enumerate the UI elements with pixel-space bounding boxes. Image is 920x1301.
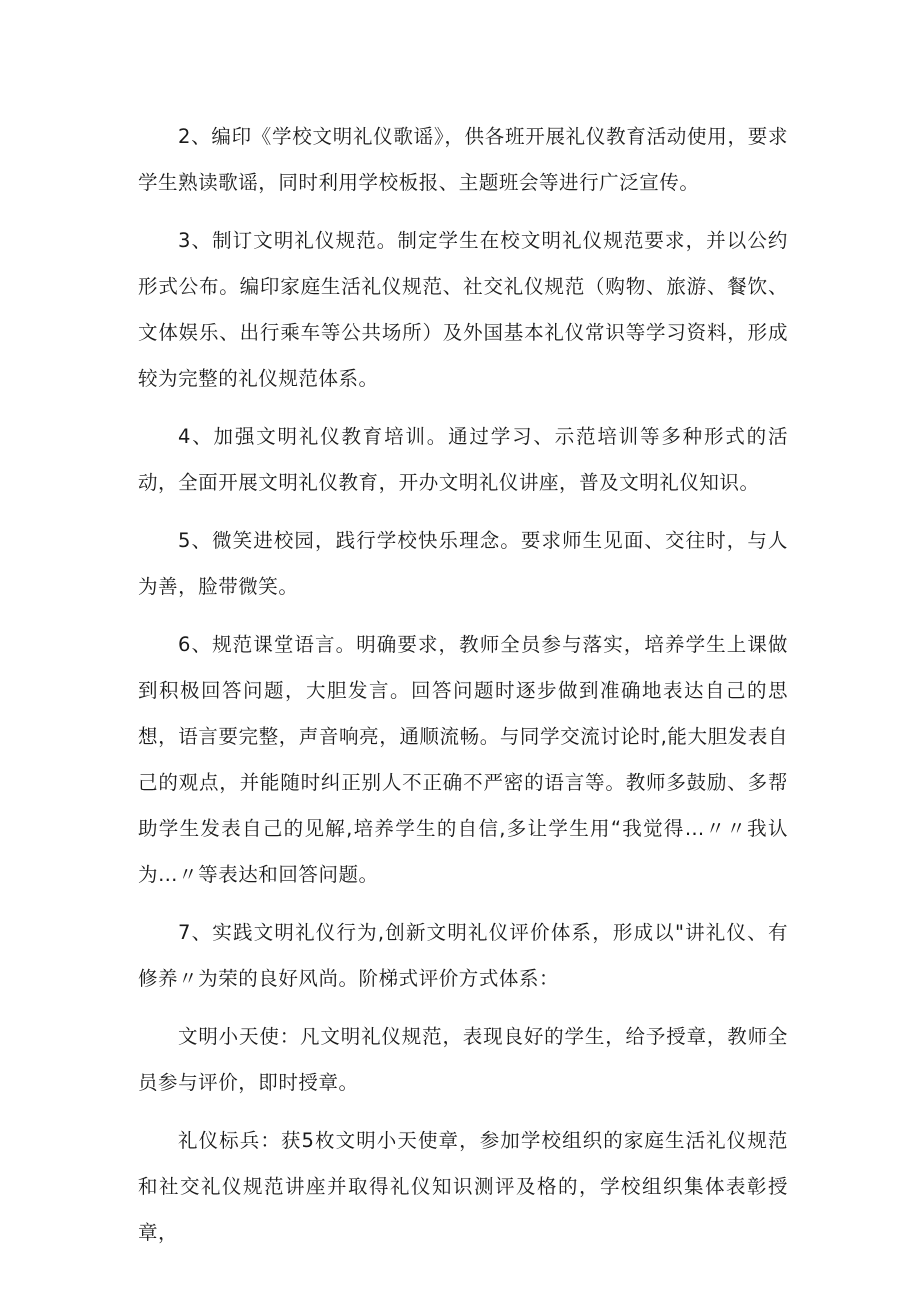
paragraph-item-5: 5、微笑进校园，践行学校快乐理念。要求师生见面、交往时，与人为善，脸带微笑。 [138, 529, 788, 598]
document-body [138, 114, 788, 1268]
paragraph-item-2: 2、编印《学校文明礼仪歌谣》，供各班开展礼仪教育活动使用，要求学生熟读歌谣，同时利用学校板报、主题班会等进行广泛宣传。 [138, 125, 788, 194]
paragraph-item-6: 6、规范课堂语言。明确要求，教师全员参与落实，培养学生上课做到积极回答问题，大胆发言。回答问题时逐步做到准确地表达自己的思想，语言要完整，声音响亮，通顺流畅。与同学交流讨论时,能大胆发表自己的观点，并能随时纠正别人不正确不严密的语言等。教师多鼓励、多帮助学生发表自己的见解,培养学生的自信,多让学生用“我觉得…〃〃我认为…〃等表达和回答问题。 [138, 633, 788, 886]
paragraph-item-3: 3、制订文明礼仪规范。制定学生在校文明礼仪规范要求，并以公约形式公布。编印家庭生活礼仪规范、社交礼仪规范（购物、旅游、餐饮、文体娱乐、出行乘车等公共场所）及外国基本礼仪常识等学习资料，形成较为完整的礼仪规范体系。 [138, 229, 788, 390]
paragraph-etiquette-model: 礼仪标兵：获5枚文明小天使章，参加学校组织的家庭生活礼仪规范和社交礼仪规范讲座并取得礼仪知识测评及格的，学校组织集体表彰授章， [138, 1129, 788, 1244]
paragraph-angel-award: 文明小天使：凡文明礼仪规范，表现良好的学生，给予授章，教师全员参与评价，即时授章。 [138, 1025, 788, 1094]
paragraph-item-7: 7、实践文明礼仪行为,创新文明礼仪评价体系，形成以"讲礼仪、有修养〃为荣的良好风尚。阶梯式评价方式体系： [138, 921, 788, 990]
paragraph-item-4: 4、加强文明礼仪教育培训。通过学习、示范培训等多种形式的活动，全面开展文明礼仪教育，开办文明礼仪讲座，普及文明礼仪知识。 [138, 425, 788, 494]
